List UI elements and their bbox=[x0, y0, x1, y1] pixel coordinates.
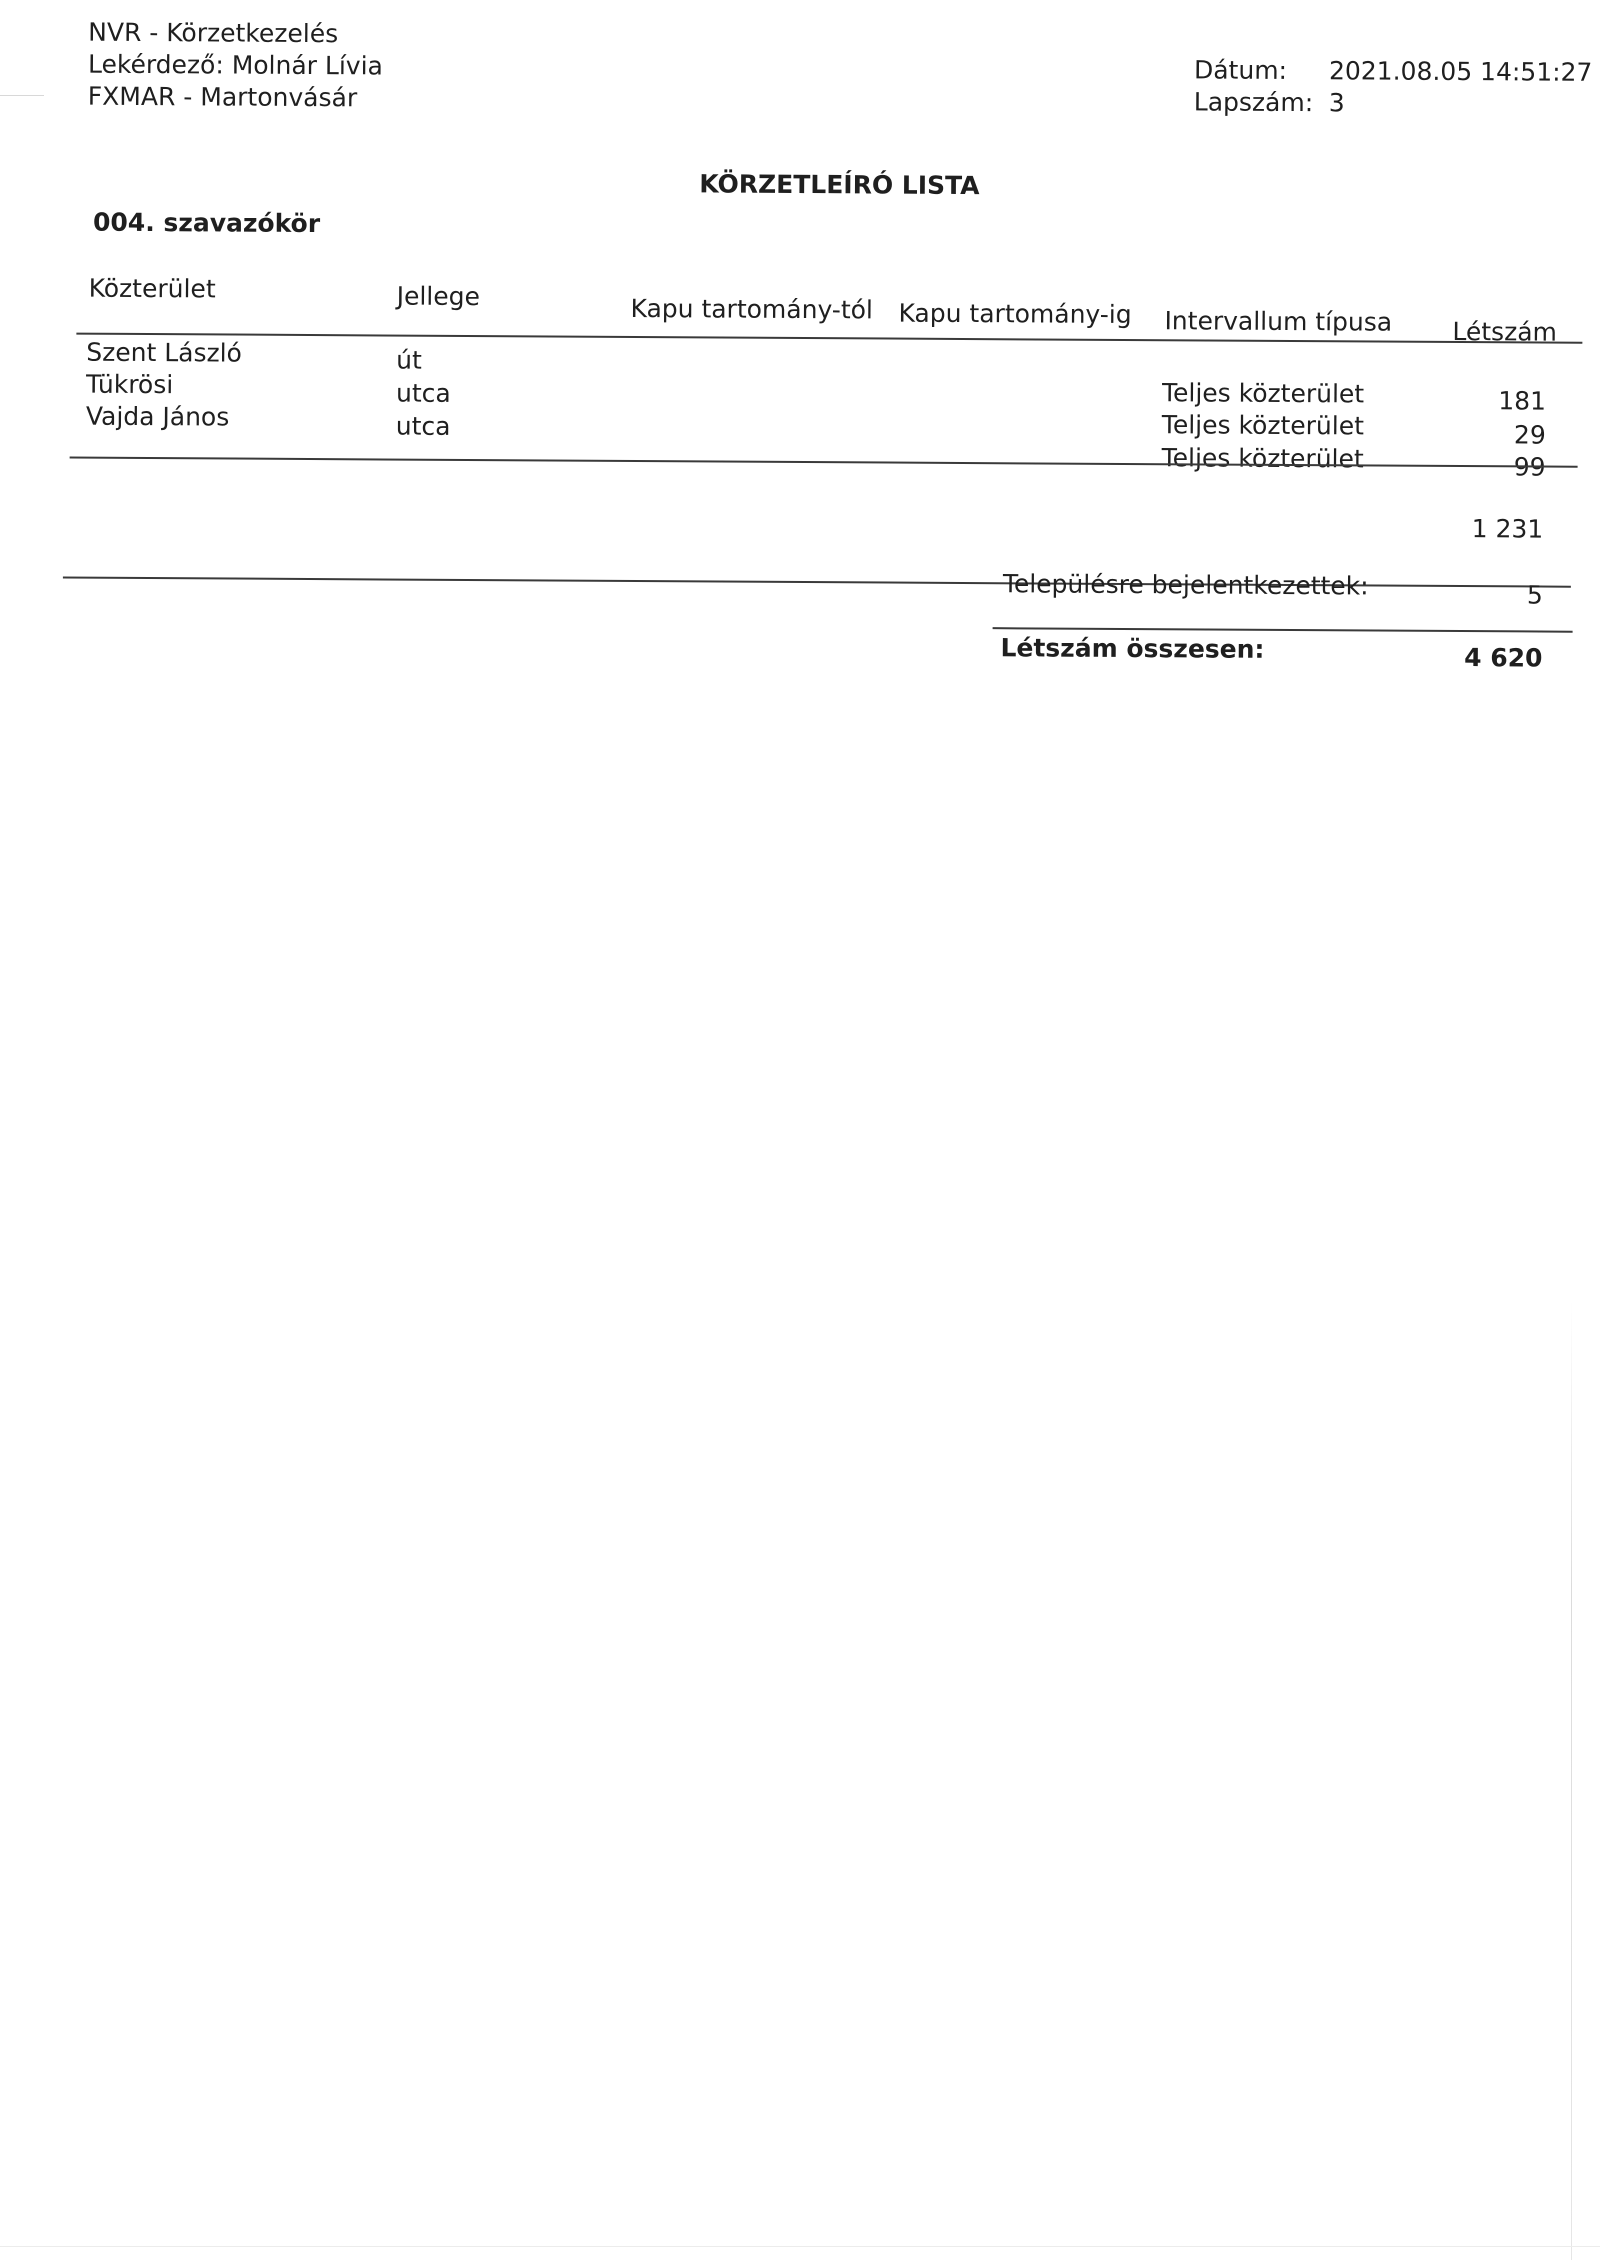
date-value: 2021.08.05 14:51:27 bbox=[1328, 56, 1593, 87]
row-kozterulet: Szent László bbox=[86, 337, 242, 368]
system-name: NVR - Körzetkezelés bbox=[88, 17, 339, 49]
column-header-kapu-tol: Kapu tartomány-tól bbox=[630, 293, 874, 325]
column-header-jellege: Jellege bbox=[396, 281, 480, 312]
total-label: Létszám összesen: bbox=[1000, 633, 1265, 664]
row-intervallum: Teljes közterület bbox=[1161, 443, 1364, 474]
report-title: KÖRZETLEÍRÓ LISTA bbox=[699, 169, 980, 201]
row-jellege: utca bbox=[395, 411, 451, 441]
district-label: 004. szavazókör bbox=[92, 207, 321, 239]
row-letszam: 181 bbox=[1498, 386, 1547, 416]
registered-value: 5 bbox=[1526, 580, 1543, 610]
row-letszam: 99 bbox=[1513, 452, 1546, 482]
row-jellege: út bbox=[396, 345, 422, 375]
row-jellege: utca bbox=[395, 378, 451, 408]
column-header-kapu-ig: Kapu tartomány-ig bbox=[898, 298, 1132, 330]
row-intervallum: Teljes közterület bbox=[1161, 410, 1365, 441]
row-kozterulet: Tükrösi bbox=[85, 369, 174, 400]
subtotal-value: 1 231 bbox=[1471, 514, 1544, 544]
date-label: Dátum: bbox=[1193, 55, 1288, 85]
total-value: 4 620 bbox=[1464, 643, 1543, 673]
registered-label: Településre bejelentkezettek: bbox=[1002, 569, 1369, 601]
page-number-label: Lapszám: bbox=[1193, 87, 1314, 118]
settlement-line: FXMAR - Martonvásár bbox=[87, 81, 358, 113]
page-number-value: 3 bbox=[1328, 88, 1345, 118]
column-header-letszam: Létszám bbox=[1452, 316, 1558, 347]
row-intervallum: Teljes közterület bbox=[1161, 378, 1365, 409]
requester-line: Lekérdező: Molnár Lívia bbox=[87, 49, 383, 81]
row-letszam: 29 bbox=[1513, 420, 1546, 450]
row-kozterulet: Vajda János bbox=[85, 401, 230, 432]
column-header-kozterulet: Közterület bbox=[88, 273, 216, 304]
total-divider bbox=[993, 627, 1573, 633]
column-header-intervallum: Intervallum típusa bbox=[1164, 306, 1393, 337]
